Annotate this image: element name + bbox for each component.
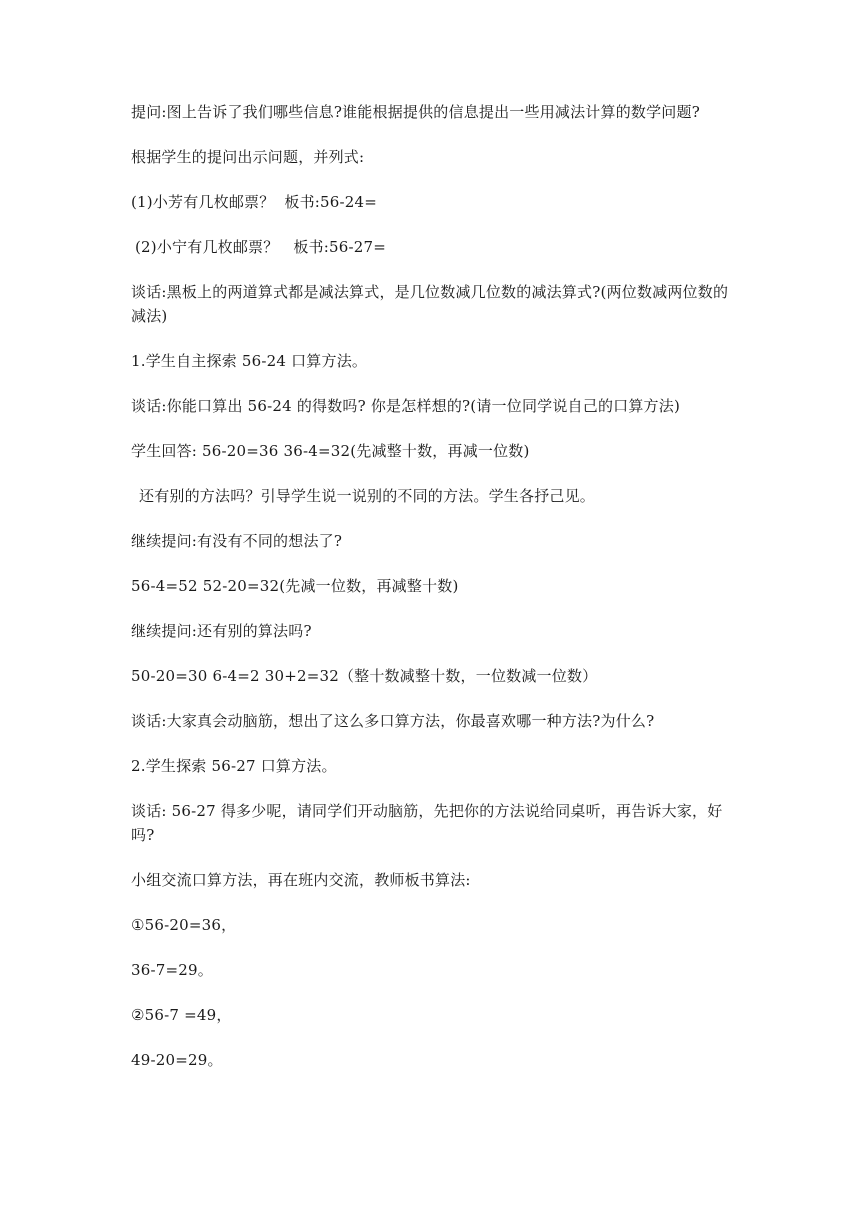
paragraph-question-prompt: 提问:图上告诉了我们哪些信息?谁能根据提供的信息提出一些用减法计算的数学问题? — [131, 103, 700, 121]
paragraph-show-problems: 根据学生的提问出示问题，并列式: — [131, 148, 365, 166]
paragraph-method-3: 50-20=30 6-4=2 30+2=32（整十数减整十数，一位数减一位数） — [131, 667, 598, 685]
paragraph-step-2-heading: 2.学生探索 56-27 口算方法。 — [131, 757, 337, 775]
paragraph-continue-question-2: 继续提问:还有别的算法吗? — [131, 622, 312, 640]
paragraph-other-methods: 还有别的方法吗？引导学生说一说别的不同的方法。学生各抒己见。 — [139, 487, 596, 505]
paragraph-problem-2: (2)小宁有几枚邮票？ 板书:56-27= — [135, 238, 387, 256]
paragraph-calc-2a: ②56-7 =49， — [131, 1006, 232, 1024]
paragraph-student-answer: 学生回答: 56-20=36 36-4=32(先减整十数，再减一位数) — [131, 442, 530, 460]
paragraph-continue-question-1: 继续提问:有没有不同的想法了? — [131, 532, 343, 550]
paragraph-calc-2b: 49-20=29。 — [131, 1051, 223, 1069]
paragraph-problem-1: (1)小芳有几枚邮票？ 板书:56-24= — [131, 193, 378, 211]
paragraph-step-1-heading: 1.学生自主探索 56-24 口算方法。 — [131, 352, 368, 370]
paragraph-talk-favorite: 谈话:大家真会动脑筋，想出了这么多口算方法，你最喜欢哪一种方法?为什么? — [131, 712, 655, 730]
paragraph-calc-1a: ①56-20=36， — [131, 916, 237, 934]
paragraph-talk-mental-math: 谈话:你能口算出 56-24 的得数吗? 你是怎样想的?(请一位同学说自己的口算方法) — [131, 397, 680, 415]
paragraph-method-2: 56-4=52 52-20=32(先减一位数，再减整十数) — [131, 577, 459, 595]
paragraph-talk-56-27: 谈话: 56-27 得多少呢，请同学们开动脑筋，先把你的方法说给同桌听，再告诉大家，好吗? — [131, 802, 723, 844]
document-body — [131, 100, 731, 1093]
paragraph-group-exchange: 小组交流口算方法，再在班内交流，教师板书算法: — [131, 871, 471, 889]
paragraph-calc-1b: 36-7=29。 — [131, 961, 213, 979]
paragraph-talk-subtraction: 谈话:黑板上的两道算式都是减法算式，是几位数减几位数的减法算式?(两位数减两位数的减法) — [131, 283, 729, 325]
